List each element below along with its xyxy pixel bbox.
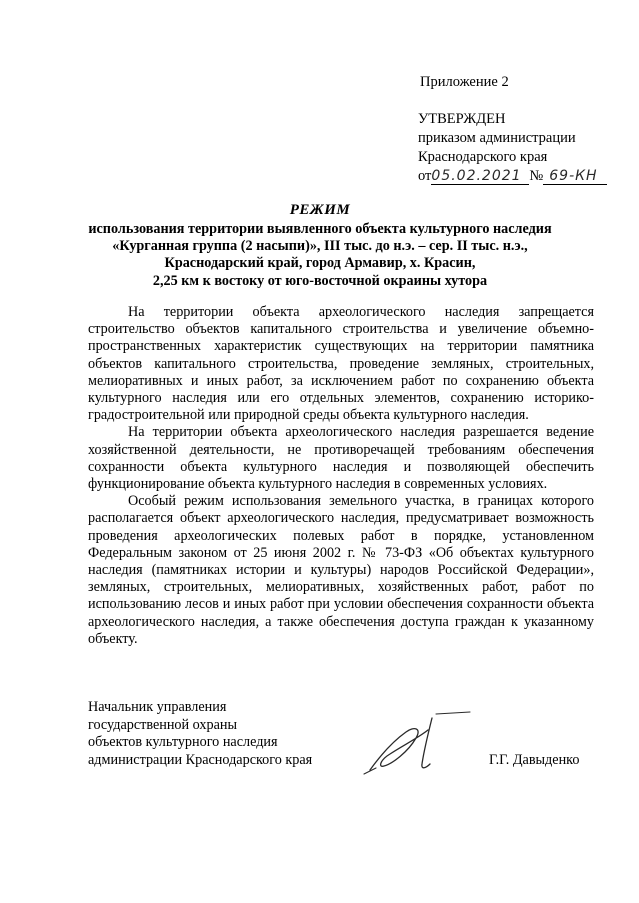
number-prefix: № (529, 168, 544, 184)
approval-line-2: приказом администрации (418, 130, 576, 146)
handwritten-number: 69-КН (549, 168, 598, 184)
paragraph-permissions: На территории объекта археологического наследия разрешается ведение хозяйственной деятельности, не противоречащей требованиям обеспечения сохранности объекта культурного наследия и позволяющей обеспечить функционирование объекта культурного наследия в современных условиях. (88, 424, 594, 493)
appendix-label: Приложение 2 (420, 74, 509, 90)
approval-date-row (418, 167, 607, 186)
signatory-position (88, 699, 312, 769)
subtitle-line: 2,25 км к востоку от юго-восточной окраины хутора (152, 272, 488, 289)
approval-line-3: Краснодарского края (418, 149, 548, 165)
handwritten-signature (362, 708, 472, 780)
subtitle-line: использования территории выявленного объекта культурного наследия (88, 221, 552, 237)
position-line: администрации Краснодарского края (88, 751, 313, 768)
position-line: государственной охраны (88, 716, 238, 733)
signer-name: Г.Г. Давыденко (489, 752, 580, 768)
subtitle-line: Краснодарский край, город Армавир, х. Красин, (164, 255, 476, 272)
number-underline (543, 169, 607, 185)
document-title: РЕЖИМ (289, 202, 351, 218)
paragraph-prohibitions: На территории объекта археологического наследия запрещается строительство объектов капитального строительства и увеличение объемно-пространственных характеристик существующих на территории памятника объектов капитального строительства, проведение земляных, строительных, мелиоративных и иных работ, за исключением работ по сохранению объекта культурного наследия или его отдельных элементов, сохранению историко-градостроительной или природной среды объекта культурного наследия. (88, 304, 594, 424)
date-prefix: от (418, 168, 432, 184)
position-line: объектов культурного наследия (88, 734, 278, 751)
approved-label: УТВЕРЖДЕН (418, 111, 506, 127)
document-subtitle (60, 221, 580, 290)
date-underline (431, 169, 529, 185)
subtitle-line: «Курганная группа (2 насыпи)», III тыс. до н.э. – сер. II тыс. н.э., (112, 238, 528, 255)
handwritten-date: 05.02.2021 (431, 168, 522, 184)
paragraph-special-regime: Особый режим использования земельного участка, в границах которого располагается объект археологического наследия, предусматривает возможность проведения археологических полевых работ в порядке, установленном Федеральным законом от 25 июня 2002 г. № 73-ФЗ «Об объектах культурного наследия (памятниках истории и культуры) народов Российской Федерации», земляных, строительных, мелиоративных, хозяйственных работ, работ по использованию лесов и иных работ при условии обеспечения сохранности объекта археологического наследия, а также обеспечения доступа граждан к указанному объекту. (88, 493, 594, 647)
document-body (88, 304, 594, 648)
position-line: Начальник управления (88, 699, 227, 715)
approval-block (418, 110, 607, 186)
